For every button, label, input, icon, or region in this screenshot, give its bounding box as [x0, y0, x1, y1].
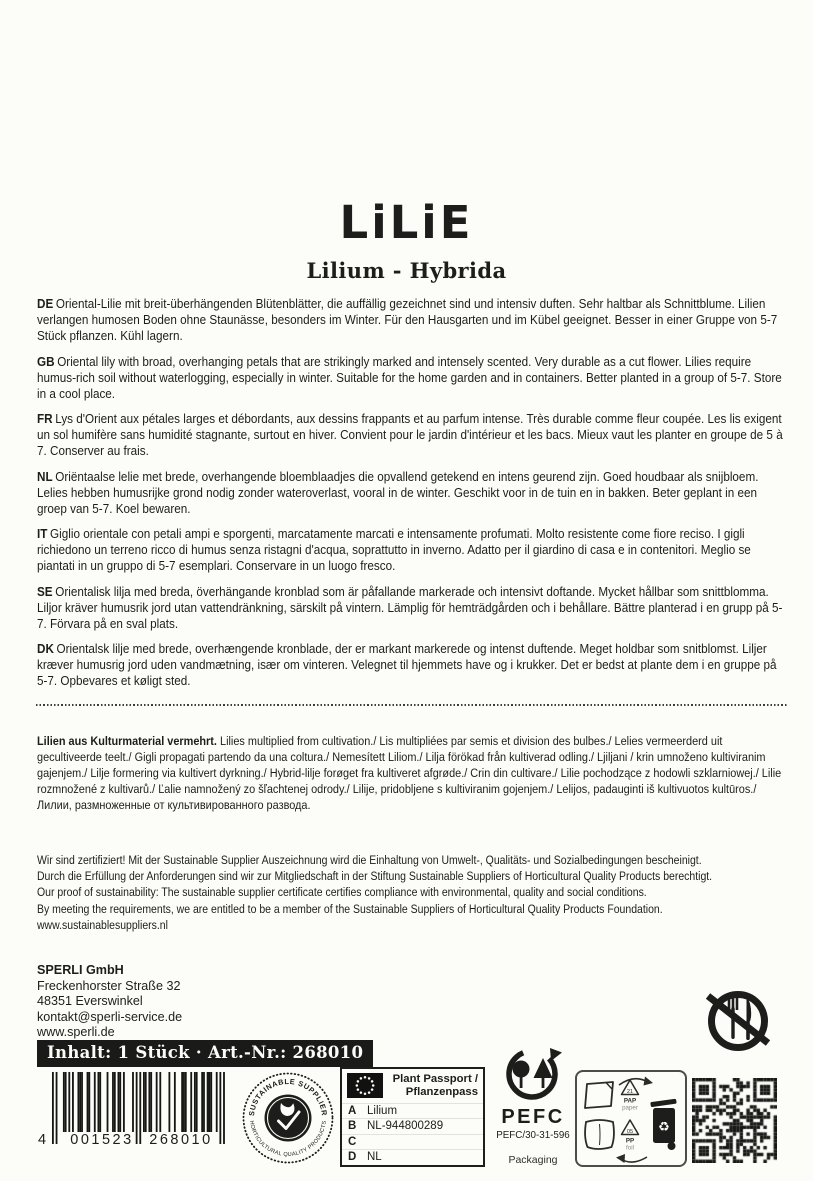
propagation-text: Lilies multiplied from cultivation./ Lis multipliées par semis et division des bulbes./ Lelies vermeerderd uit gecultiveerde teelt./ Gigli propagati partendo da una coltura./ Nemesített Liliom./ Lilja förökad från kultiverad odling./ Ljiljani / krin umnoženo kultiviranim gajenjem./ Lilje formering via kultivert dyrkning./ Hybrid-lilje forøget fra kultiveret afgrøde./ Crin din cultivare./ Lilie pochodzące z hodowli szklarniowej./ Lilie rozmnožené z kultivarů./ Ľalie namnožený zo šľachtenej odrody./ Lilije, pridobljene s kultiviranim gojenjem./ Lelijos, padauginti iš kultivuotos kultūros./ Лилии, размноженные от культивированного развода. [37, 734, 782, 812]
passport-row-c [342, 1134, 483, 1150]
description-paragraph-se [37, 584, 785, 632]
pefc-packaging-label: Packaging [508, 1154, 558, 1166]
company-website: www.sperli.de [37, 1025, 115, 1040]
plant-passport-title: Plant Passport / Pflanzenpass [392, 1073, 478, 1099]
barcode-digit-lead: 4 [38, 1132, 49, 1148]
dotted-divider [36, 704, 788, 706]
passport-row-a [342, 1103, 483, 1119]
description-paragraph-de [37, 296, 785, 344]
language-code: IT [37, 526, 48, 541]
ean-barcode [38, 1072, 240, 1164]
pefc-code: PEFC/30-31-596 [496, 1130, 570, 1141]
description-paragraph-fr [37, 411, 785, 459]
company-street: Freckenhorster Straße 32 [37, 978, 181, 993]
sustainable-supplier-seal [242, 1072, 334, 1164]
language-code: GB [37, 353, 55, 369]
description-text: Oriëntaalse lelie met brede, overhangende bloemblaadjes die opvallend getekend en intens geurend zijn. Goed houdbaar als snijbloem. Lelies hebben humusrijke grond nodig zonder wateroverlast, vooral in de winter. Geschikt voor in de tuin en in bakken. Beter geplant in een groep van 5-7. Koel bewaren. [37, 468, 759, 516]
passport-value: NL-944800289 [367, 1120, 444, 1133]
company-email: kontakt@sperli-service.de [37, 1009, 183, 1024]
language-code: SE [37, 583, 53, 599]
company-address [37, 963, 437, 1041]
plant-passport-box [340, 1067, 485, 1167]
passport-value: Lilium [367, 1104, 398, 1117]
description-text: Lys d'Orient aux pétales larges et débordants, aux dessins frappants et au parfum intense. Très durable comme fleur coupée. Les lis exigent un sol humifère sans humidité stagnante, surtout en hiver. Convient pour le jardin d'intérieur et les bacs. Mieux vaut les planter en groupe de 5 à 7. Conserver au frais. [37, 411, 783, 458]
language-code: NL [37, 468, 53, 484]
sustainability-line: By meeting the requirements, we are entitled to be a member of the Sustainable Suppliers of Horticultural Quality Products Foundation. [37, 901, 663, 916]
description-text: Oriental lily with broad, overhanging petals that are strikingly marked and intensely scented. Very durable as a cut flower. Lilies require humus-rich soil without waterlogging, especially in winter. Suitable for the home garden and in containers. Better planted in a group of 5-7. Store in a cool place. [37, 353, 782, 401]
barcode-group-2: 268010 [149, 1132, 213, 1148]
sustainability-line: Wir sind zertifiziert! Mit der Sustainable Supplier Auszeichnung wird die Einhaltung von Umwelt-, Qualitäts- und Sozialbedingungen bescheinigt. [37, 853, 702, 867]
sustainability-line: Durch die Erfüllung der Anforderungen sind wir zur Mitgliedschaft in der Stiftung Sustainable Suppliers of Horticultural Quality Products berechtigt. [37, 869, 713, 884]
qr-code [692, 1078, 777, 1163]
not-edible-icon [700, 983, 776, 1064]
sustainability-url: www.sustainablesuppliers.nl [37, 917, 168, 932]
description-paragraph-dk [37, 641, 785, 689]
passport-key: D [348, 1151, 357, 1164]
language-code: DK [37, 641, 54, 656]
propagation-note [37, 734, 785, 813]
description-text: Orientalsk lilje med brede, overhængende kronblade, der er markant markerede og intenst duftende. Meget holdbar som snitblomst. Liljer kræver humusrig jord uden vandmætning, især om vinteren. Velegnet til hjemmets have og i krukker. Det er bedst at plante dem i en gruppe på 5-7. Opbevares et køligt sted. [37, 641, 777, 688]
arrow-to-bin [619, 1079, 648, 1085]
seal-bottom-text: HORTICULTURAL QUALITY PRODUCTS [248, 1120, 328, 1159]
propagation-lead: Lilien aus Kulturmaterial vermehrt. [37, 734, 217, 749]
company-name: SPERLI GmbH [37, 963, 124, 977]
pefc-certification [486, 1046, 580, 1166]
description-paragraph-it [37, 526, 785, 574]
description-paragraph-nl [37, 469, 785, 517]
passport-value: NL [367, 1151, 382, 1164]
description-paragraph-gb [37, 354, 785, 402]
company-city: 48351 Everswinkel [37, 994, 143, 1009]
eu-flag-icon [347, 1073, 383, 1098]
seal-top-text: SUSTAINABLE SUPPLIER [246, 1076, 330, 1117]
botanical-name: Lilium - Hybrida [306, 258, 507, 283]
recycling-material: PAP [623, 1097, 637, 1105]
recycling-label: foil [626, 1144, 634, 1152]
language-code: DE [37, 296, 54, 311]
seal-disc [265, 1095, 312, 1142]
arrow-to-packs [621, 1157, 647, 1162]
passport-row-b [342, 1118, 483, 1134]
passport-row-d [342, 1149, 483, 1165]
recycling-code: 21 [626, 1089, 634, 1095]
recycling-panel [575, 1070, 687, 1167]
recycling-material: PP [625, 1137, 635, 1145]
recycling-label: paper [622, 1104, 638, 1112]
description-text: Giglio orientale con petali ampi e sporgenti, marcatamente marcati e intensamente profumati. Molto resistente come fiore reciso. I gigli richiedono un terreno ricco di humus senza ristagni d'acqua, soprattutto in inverno. Adatto per il giardino di casa e in contenitori. Meglio se piantati in un gruppo di 5-7 esemplari. Conservare in un luogo fresco. [37, 526, 751, 573]
passport-key: C [348, 1135, 357, 1148]
packet-title: LiLiE [339, 196, 474, 249]
recycling-code: 05 [626, 1129, 634, 1135]
language-code: FR [37, 411, 53, 426]
description-text: Orientalisk lilja med breda, överhängande kronblad som är påfallande markerade och intensivt doftande. Mycket hållbar som snittblomma. Liljor kräver humusrik jord utan vattendränkning, särskilt på vintern. Lämplig för hemträdgården och i behållare. Bättre planterad i en grupp på 5-7. Förvara på en sval plats. [37, 583, 783, 631]
passport-key: A [348, 1104, 357, 1117]
description-list [37, 296, 785, 699]
description-text: Oriental-Lilie mit breit-überhängenden Blütenblätter, die auffällig gezeichnet sind und intensiv duften. Sehr haltbar als Schnittblume. Lilien verlangen humosen Boden ohne Staunässe, besonders im Winter. Für den Hausgarten und im Kübel geeignet. Besser in einer Gruppe von 5-7 Stück pflanzen. Kühl lagern. [37, 296, 778, 343]
pefc-trees-icon [498, 1046, 568, 1102]
pefc-name: PEFC [501, 1106, 565, 1128]
svg-text:♻: ♻ [658, 1120, 670, 1135]
passport-key: B [348, 1120, 357, 1133]
sustainability-note [37, 852, 802, 933]
sustainability-line: Our proof of sustainability: The sustainable supplier certificate certifies compliance with environmental, quality and social conditions. [37, 885, 647, 900]
barcode-group-1: 001523 [70, 1132, 134, 1148]
content-article-badge: Inhalt: 1 Stück · Art.-Nr.: 268010 [37, 1040, 373, 1067]
